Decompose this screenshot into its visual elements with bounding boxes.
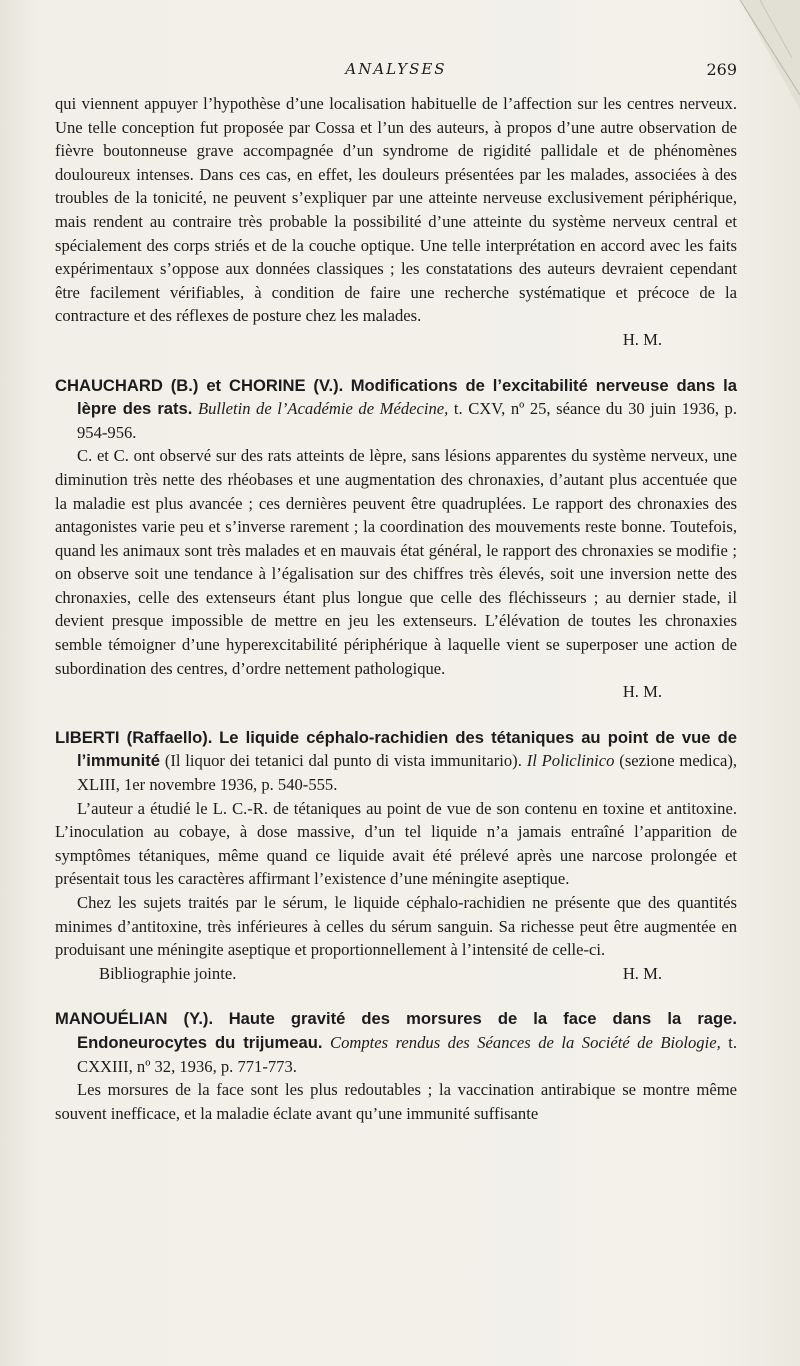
entry-title: Le liquide céphalo-rachidien des tétaniques au point de vue de l’immunité — [77, 727, 737, 771]
entry-paragraph: Les morsures de la face sont les plus redoutables ; la vaccination antirabique se montre même souvent inefficace, et la maladie éclate avant qu’une immunité suffisante — [55, 1080, 737, 1123]
review-entry-liberti — [55, 726, 737, 986]
intro-section — [55, 92, 737, 352]
entry-citation: t. CXV, nº 25, séance du 30 juin 1936, p. 954-956. — [77, 399, 737, 442]
entry-heading — [55, 1007, 737, 1078]
entry-author: LIBERTI (Raffaello). — [55, 727, 213, 747]
signature: H. M. — [622, 963, 662, 983]
entry-title: Haute gravité des morsures de la face dans la rage. Endoneurocytes du trijumeau. — [77, 1009, 737, 1052]
entry-paragraph: Chez les sujets traités par le sérum, le liquide céphalo-rachidien ne présente que des quantités minimes d’antitoxine, très inférieures à celles du sérum sanguin. Sa richesse peut être augmentée en produisant une méningite aseptique et proportionnellement à l’intensité de celle-ci. — [55, 893, 737, 960]
entry-author: MANOUÉLIAN (Y.). — [55, 1009, 214, 1029]
entry-journal: Bulletin de l’Académie de Médecine, — [197, 399, 449, 419]
intro-paragraph: qui viennent appuyer l’hypothèse d’une localisation habituelle de l’affection sur les centres nerveux. Une telle conception fut proposée par Cossa et l’un des auteurs, à propos d’une autre observation de fièvre boutonneuse grave accompagnée d’un syndrome de rigidité pallidale et de phénomènes douloureux intenses. Dans ces cas, en effet, les douleurs présentées par les malades, associées à des troubles de la tonicité, ne peuvent s’expliquer par une atteinte nerveuse exclusivement périphérique, mais rendent au contraire très probable la possibilité d’une atteinte du système nerveux central et spécialement des corps striés et de la couche optique. Une telle interprétation en accord avec les faits expérimentaux s’oppose aux données classiques ; les constatations des auteurs devraient cependant être facilement vérifiables, à condition de faire une recherche systématique et précoce de la contracture et des réflexes de posture chez les malades. — [55, 94, 737, 326]
entry-journal: Il Policlinico — [526, 751, 615, 771]
entry-citation: (sezione medica), XLIII, 1er novembre 1936, p. 540-555. — [77, 751, 737, 795]
entry-title: Modifications de l’excitabilité nerveuse dans la lèpre des rats. — [77, 375, 737, 419]
entry-journal: Comptes rendus des Séances de la Société de Biologie, — [330, 1032, 721, 1052]
page-header — [55, 60, 737, 84]
entry-heading — [55, 374, 737, 445]
entry-note-line — [55, 962, 737, 986]
entry-citation: t. CXXIII, nº 32, 1936, p. 771-773. — [77, 1032, 737, 1076]
signature: H. M. — [622, 329, 662, 349]
review-entry-manouelian — [55, 1007, 737, 1125]
entry-paragraph: C. et C. ont observé sur des rats atteints de lèpre, sans lésions apparentes du système nerveux, une diminution très nette des rhéobases et une augmentation des chronaxies, d’autant plus accentuée que la maladie est plus avancée ; ces dernières peuvent être quadruplées. Le rapport des chronaxies des antagonistes varie peu et s’inverse rarement ; la coordination des mouvements reste bonne. Toutefois, quand les animaux sont très malades et en mauvais état général, le rapport des chronaxies se modifie ; on observe soit une tendance à l’égalisation sur des chiffres très élevés, soit une inversion nette des chronaxies, celle des extenseurs étant plus longue que celle des fléchisseurs ; au dernier stade, il devient presque impossible de mettre en jeu les extenseurs. L’élévation de toutes les chronaxies semble témoigner d’une hyperexcitabilité périphérique à laquelle vient se superposer une action de subordination des centres, d’ordre nettement pathologique. — [55, 446, 737, 678]
review-entry-chauchard — [55, 374, 737, 704]
running-title: ANALYSES — [345, 60, 447, 78]
signature: H. M. — [622, 682, 662, 702]
entry-subtitle: (Il liquor dei tetanici dal punto di vista immunitario). — [164, 751, 522, 771]
page-number: 269 — [706, 60, 737, 79]
entry-author: CHAUCHARD (B.) et CHORINE (V.). — [55, 375, 344, 395]
entry-paragraph: L’auteur a étudié le L. C.-R. de tétaniques au point de vue de son contenu en toxine et antitoxine. L’inoculation au cobaye, à dose massive, d’un tel liquide n’a jamais entraîné l’apparition de symptômes tétaniques, même quand ce liquide avait été prélevé après une narcose prolongée et présentait tous les caractères affirmant l’existence d’une méningite aseptique. — [55, 798, 737, 889]
entry-heading — [55, 726, 737, 797]
entry-note: Bibliographie jointe. — [99, 963, 237, 983]
page-content — [55, 92, 737, 1125]
